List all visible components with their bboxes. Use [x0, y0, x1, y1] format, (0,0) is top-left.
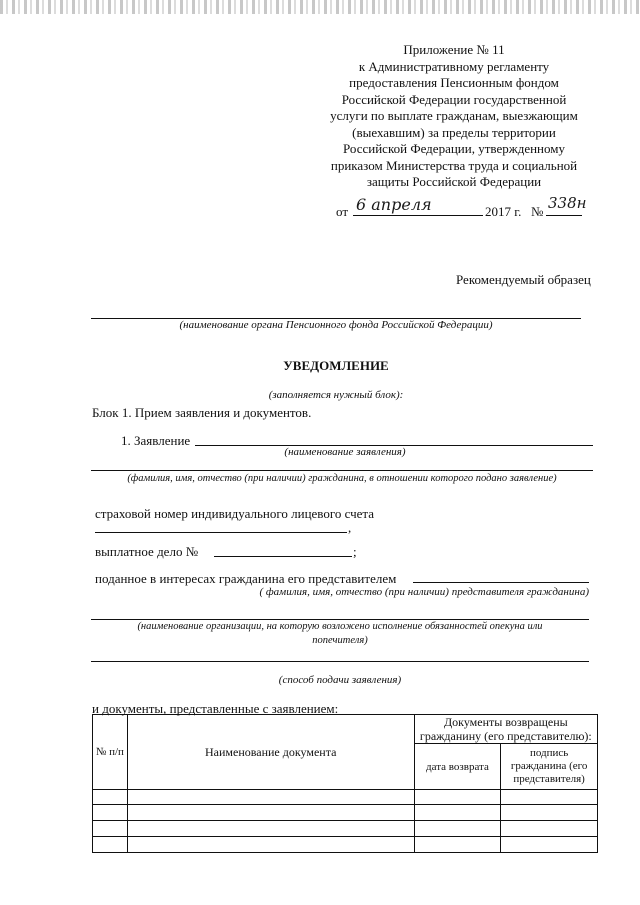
block-1-heading: Блок 1. Прием заявления и документов.	[92, 405, 312, 420]
representative-caption: ( фамилия, имя, отчество (при наличии) представителя гражданина)	[259, 586, 589, 598]
appendix-line: (выехавшим) за пределы территории	[352, 124, 556, 140]
appendix-line: к Административному регламенту	[358, 58, 550, 74]
appendix-line: предоставления Пенсионным фондом	[349, 75, 559, 90]
col-header-returned: Документы возвращены гражданину (его представителю):	[414, 715, 597, 744]
guardian-org-caption-2: попечителя)	[312, 635, 368, 646]
table-row	[93, 821, 598, 837]
appendix-line: приказом Министерства труда и социальной	[330, 157, 578, 173]
table-cell	[127, 821, 414, 837]
org-name-caption: (наименование органа Пенсионного фонда Российской Федерации)	[179, 319, 493, 331]
table-row	[93, 790, 598, 805]
snils-line	[95, 532, 347, 533]
notice-title: УВЕДОМЛЕНИЕ	[283, 358, 389, 373]
table-cell	[501, 821, 598, 837]
date-underline	[353, 215, 483, 216]
citizen-name-line	[91, 470, 593, 471]
recommended-sample-label: Рекомендуемый образец	[456, 272, 591, 287]
table-cell	[501, 805, 598, 821]
table-cell	[414, 821, 501, 837]
table-cell	[414, 837, 501, 853]
statement-caption: (наименование заявления)	[284, 446, 406, 458]
table-cell	[501, 837, 598, 853]
appendix-header	[330, 42, 578, 191]
appendix-line: услуги по выплате гражданам, выезжающим	[330, 108, 578, 123]
table-cell	[414, 805, 501, 821]
table-cell	[127, 837, 414, 853]
table-cell	[93, 837, 128, 853]
citizen-name-caption: (фамилия, имя, отчество (при наличии) гражданина, в отношении которого подано заявление)	[127, 473, 557, 484]
handwritten-number: 338н	[548, 194, 587, 212]
number-label: №	[531, 204, 544, 219]
number-underline	[546, 215, 582, 216]
case-label: выплатное дело №	[95, 544, 199, 559]
col-header-document-name: Наименование документа	[127, 715, 414, 790]
date-prefix: от	[336, 204, 349, 219]
appendix-line: Приложение № 11	[403, 42, 505, 57]
table-cell	[127, 790, 414, 805]
scan-artifact-line	[0, 0, 640, 14]
representative-label: поданное в интересах гражданина его представителем	[95, 571, 397, 586]
appendix-line: защиты Российской Федерации	[366, 174, 542, 189]
table-row	[93, 805, 598, 821]
documents-intro: и документы, представленные с заявлением:	[92, 701, 339, 716]
col-header-signature: подпись гражданина (его представителя)	[501, 744, 598, 790]
appendix-line: Российской Федерации государственной	[341, 91, 567, 107]
guardian-org-line	[91, 619, 589, 620]
table-row	[93, 837, 598, 853]
representative-line	[413, 582, 589, 583]
guardian-org-caption-1: (наименование организации, на которую возложено исполнение обязанностей опекуна или	[137, 621, 543, 632]
snils-comma: ,	[348, 520, 352, 535]
col-header-number: № п/п	[93, 715, 128, 790]
table-cell	[93, 805, 128, 821]
table-cell	[414, 790, 501, 805]
col-header-return-date: дата возврата	[414, 744, 501, 790]
case-semicolon: ;	[353, 544, 357, 559]
snils-label: страховой номер индивидуального лицевого счета	[95, 506, 375, 521]
method-caption: (способ подачи заявления)	[278, 674, 402, 686]
appendix-line: Российской Федерации, утвержденному	[343, 141, 565, 156]
fill-note: (заполняется нужный блок):	[268, 389, 404, 401]
documents-table	[92, 714, 598, 853]
table-cell	[127, 805, 414, 821]
year-text: 2017 г.	[485, 204, 522, 219]
table-cell	[501, 790, 598, 805]
handwritten-date: 6 апреля	[356, 195, 432, 214]
statement-label: 1. Заявление	[121, 433, 191, 448]
table-cell	[93, 821, 128, 837]
case-line	[214, 556, 352, 557]
method-line	[91, 661, 589, 662]
table-cell	[93, 790, 128, 805]
